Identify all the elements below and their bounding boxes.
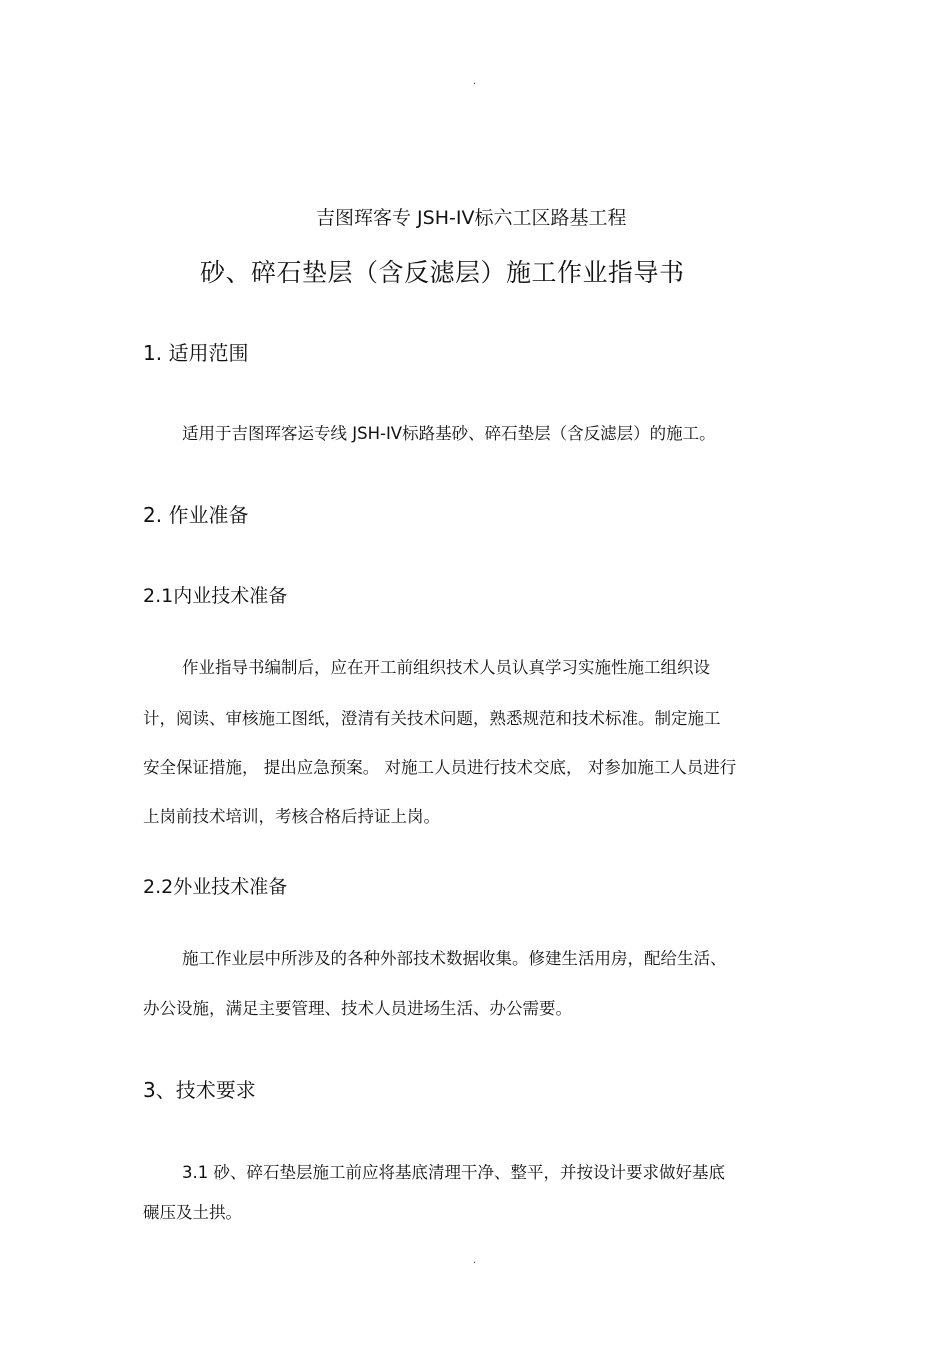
- section-3-line: 3.1 砂、碎石垫层施工前应将基底清理干净、整平，并按设计要求做好基底: [182, 1163, 725, 1182]
- section-2-1-heading: 2.1内业技术准备: [143, 585, 288, 607]
- top-page-mark: .: [473, 76, 477, 87]
- document-title: 砂、碎石垫层（含反滤层）施工作业指导书: [200, 258, 685, 287]
- section-2-1-line: 安全保证措施， 提出应急预案。 对施工人员进行技术交底， 对参加施工人员进行: [143, 758, 737, 777]
- section-2-2-line: 施工作业层中所涉及的各种外部技术数据收集。修建生活用房，配给生活、: [182, 949, 727, 968]
- section-2-2-line: 办公设施，满足主要管理、技术人员进场生活、办公需要。: [143, 999, 572, 1018]
- section-1-body: 适用于吉图珲客运专线 JSH-IV标路基砂、碎石垫层（含反滤层）的施工。: [182, 424, 716, 443]
- document-subtitle: 吉图珲客专 JSH-IV标六工区路基工程: [316, 207, 627, 229]
- section-2-2-heading: 2.2外业技术准备: [143, 876, 288, 898]
- section-2-heading: 2. 作业准备: [143, 503, 249, 527]
- section-1-heading: 1. 适用范围: [143, 341, 249, 365]
- section-2-1-line: 上岗前技术培训，考核合格后持证上岗。: [143, 807, 440, 826]
- section-3-line: 碾压及土拱。: [143, 1203, 242, 1222]
- section-2-1-line: 计，阅读、审核施工图纸，澄清有关技术问题，熟悉规范和技术标准。制定施工: [143, 709, 721, 728]
- section-3-heading: 3、技术要求: [143, 1078, 256, 1102]
- bottom-page-mark: .: [473, 1255, 477, 1266]
- section-2-1-line: 作业指导书编制后，应在开工前组织技术人员认真学习实施性施工组织设: [182, 658, 710, 677]
